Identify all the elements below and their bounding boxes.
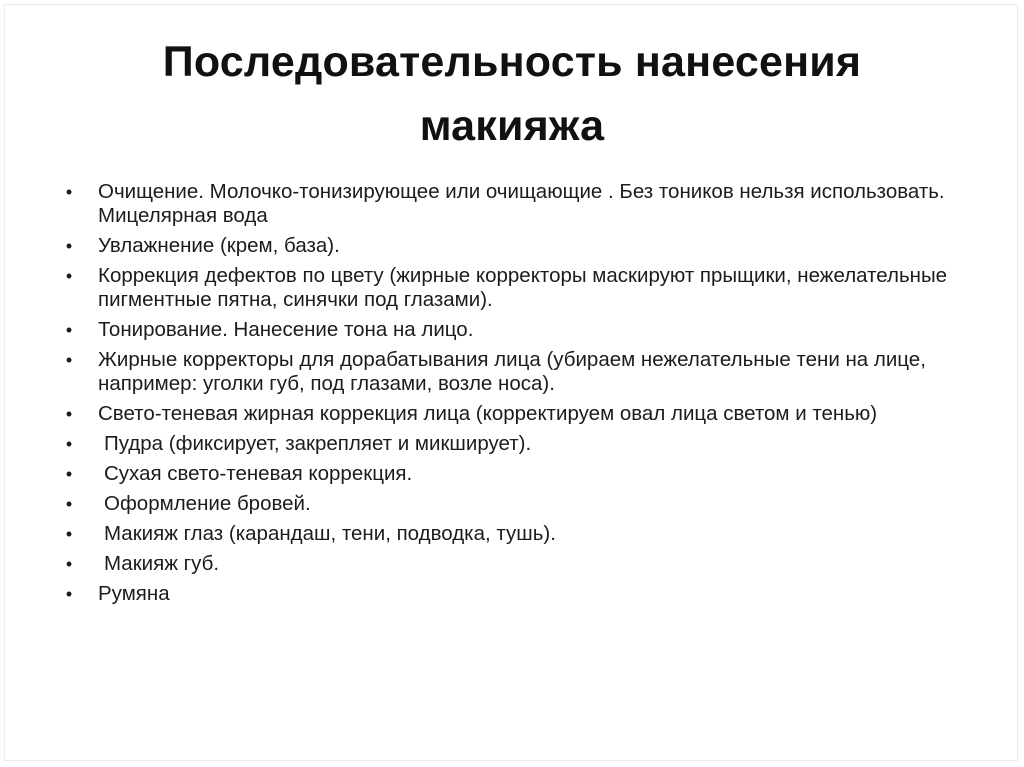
bullet-text: Оформление бровей. [104, 492, 311, 515]
bullet-item-blush [62, 582, 962, 606]
slide-title-line-1: Последовательность нанесения [162, 38, 862, 86]
bullet-text: Увлажнение (крем, база). [98, 234, 340, 257]
bullet-text: Свето-теневая жирная коррекция лица (корректируем овал лица светом и тенью) [98, 402, 878, 425]
bullet-icon: • [65, 524, 73, 544]
bullet-icon: • [65, 350, 73, 370]
bullet-icon: • [65, 554, 73, 574]
bullet-text: Румяна [98, 582, 170, 605]
bullet-item-cream-correctors [62, 348, 962, 396]
bullet-text: Сухая свето-теневая коррекция. [104, 462, 413, 485]
bullet-item-cleansing [62, 180, 962, 228]
bullet-icon: • [65, 182, 73, 202]
bullet-list [62, 180, 962, 612]
bullet-item-moisturizing [62, 234, 962, 258]
bullet-icon: • [65, 320, 73, 340]
bullet-item-powder [62, 432, 962, 456]
bullet-item-eyes [62, 522, 962, 546]
bullet-text: Макияж глаз (карандаш, тени, подводка, тушь). [104, 522, 556, 545]
bullet-text: Коррекция дефектов по цвету (жирные корректоры маскируют прыщики, нежелательные пигментные пятна, синячки под глазами). [98, 264, 948, 311]
bullet-item-toning [62, 318, 962, 342]
bullet-item-color-correction [62, 264, 962, 312]
bullet-icon: • [65, 464, 73, 484]
bullet-text: Очищение. Молочко-тонизирующее или очищающие . Без тоников нельзя использовать. Мицелярная вода [98, 180, 945, 227]
bullet-text: Жирные корректоры для дорабатывания лица (убираем нежелательные тени на лице, например: уголки губ, под глазами, возле носа). [98, 348, 926, 395]
bullet-icon: • [65, 236, 73, 256]
bullet-icon: • [65, 584, 73, 604]
bullet-item-dry-contouring [62, 462, 962, 486]
slide-title-line-2: макияжа [419, 102, 605, 150]
bullet-icon: • [65, 494, 73, 514]
bullet-text: Макияж губ. [104, 552, 220, 575]
bullet-item-brows [62, 492, 962, 516]
bullet-item-contouring [62, 402, 962, 426]
bullet-text: Пудра (фиксирует, закрепляет и микширует). [104, 432, 532, 455]
bullet-item-lips [62, 552, 962, 576]
slide-title [0, 30, 1024, 158]
bullet-icon: • [65, 434, 73, 454]
bullet-icon: • [65, 266, 73, 286]
bullet-text: Тонирование. Нанесение тона на лицо. [98, 318, 474, 341]
bullet-icon: • [65, 404, 73, 424]
